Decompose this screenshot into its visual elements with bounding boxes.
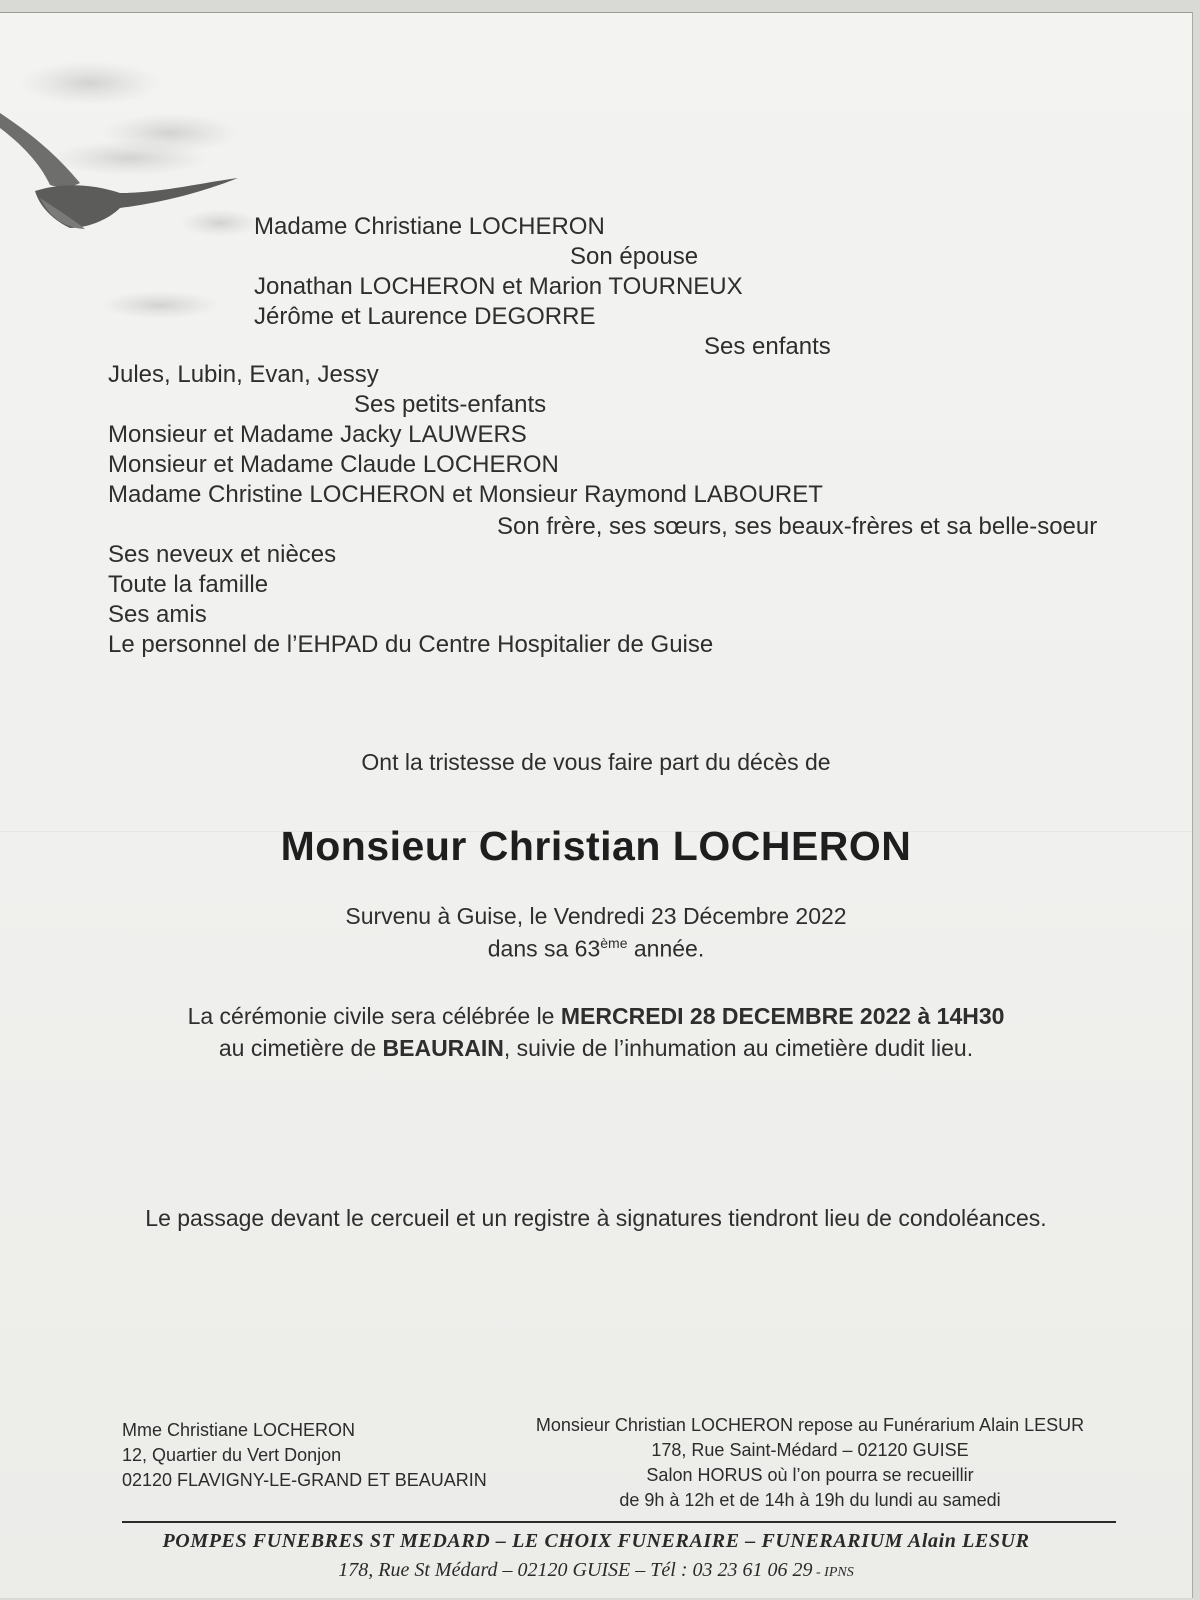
ceremony-line-2 — [0, 1035, 1192, 1062]
ceremony-place: BEAURAIN — [382, 1035, 504, 1061]
other-mourners-line: Ses amis — [108, 601, 207, 628]
announcement-intro: Ont la tristesse de vous faire part du décès de — [361, 749, 831, 775]
sibling-line: Monsieur et Madame Claude LOCHERON — [108, 451, 559, 478]
footer-divider — [122, 1521, 1116, 1523]
age-prefix: dans sa 63 — [487, 935, 601, 962]
other-mourners-line: Toute la famille — [108, 571, 269, 598]
funeral-company-address — [0, 1559, 1192, 1582]
contact-address-line: 12, Quartier du Vert Donjon — [122, 1445, 342, 1465]
contact-address-line: 02120 FLAVIGNY-LE-GRAND ET BEAUARIN — [122, 1470, 487, 1490]
contact-address-line: Mme Christiane LOCHERON — [122, 1420, 356, 1440]
children-role: Ses enfants — [704, 333, 831, 360]
funerarium-line: Monsieur Christian LOCHERON repose au Funérarium Alain LESUR — [535, 1415, 1085, 1435]
funerarium-line: de 9h à 12h et de 14h à 19h du lundi au samedi — [619, 1490, 1001, 1510]
dove-icon — [0, 43, 260, 323]
other-mourners-line: Ses neveux et nièces — [108, 541, 337, 568]
ceremony-date: MERCREDI 28 DECEMBRE 2022 à 14H30 — [560, 1003, 1005, 1029]
ceremony-text: La cérémonie civile sera célébrée le — [187, 1003, 561, 1029]
age-superscript: ème — [600, 935, 628, 951]
child-line: Jonathan LOCHERON et Marion TOURNEUX — [254, 273, 743, 300]
ceremony-line-1 — [0, 1003, 1192, 1030]
funerarium-line: Salon HORUS où l’on pourra se recueillir — [646, 1465, 974, 1485]
deceased-name: Monsieur Christian LOCHERON — [280, 823, 912, 869]
other-mourners-line: Le personnel de l’EHPAD du Centre Hospitalier de Guise — [108, 631, 714, 658]
company-address-text: 178, Rue St Médard – 02120 GUISE – Tél : 03 23 61 06 29 — [338, 1559, 813, 1581]
age-suffix: année. — [627, 935, 705, 962]
sibling-line: Madame Christine LOCHERON et Monsieur Raymond LABOURET — [108, 481, 823, 508]
child-line: Jérôme et Laurence DEGORRE — [254, 303, 596, 330]
ceremony-place-prefix: au cimetière de — [218, 1035, 383, 1061]
funeral-notice-sheet — [0, 12, 1193, 1598]
condolences-note: Le passage devant le cercueil et un registre à signatures tiendront lieu de condoléances. — [145, 1205, 1047, 1231]
grandchildren-names: Jules, Lubin, Evan, Jessy — [108, 361, 379, 388]
grandchildren-role: Ses petits-enfants — [354, 391, 547, 418]
funerarium-line: 178, Rue Saint-Médard – 02120 GUISE — [651, 1440, 969, 1460]
sibling-line: Monsieur et Madame Jacky LAUWERS — [108, 421, 527, 448]
age-line — [0, 935, 1192, 963]
ipns-mark: - IPNS — [812, 1565, 854, 1580]
ceremony-place-suffix: , suivie de l’inhumation au cimetière dudit lieu. — [503, 1035, 974, 1061]
spouse-role: Son épouse — [570, 243, 699, 270]
spouse-name: Madame Christiane LOCHERON — [254, 213, 605, 240]
funeral-company-name: POMPES FUNEBRES ST MEDARD – LE CHOIX FUNERAIRE – FUNERARIUM Alain LESUR — [162, 1530, 1030, 1552]
death-line: Survenu à Guise, le Vendredi 23 Décembre 2022 — [345, 903, 847, 929]
siblings-role: Son frère, ses sœurs, ses beaux-frères et sa belle-soeur — [497, 513, 1098, 540]
